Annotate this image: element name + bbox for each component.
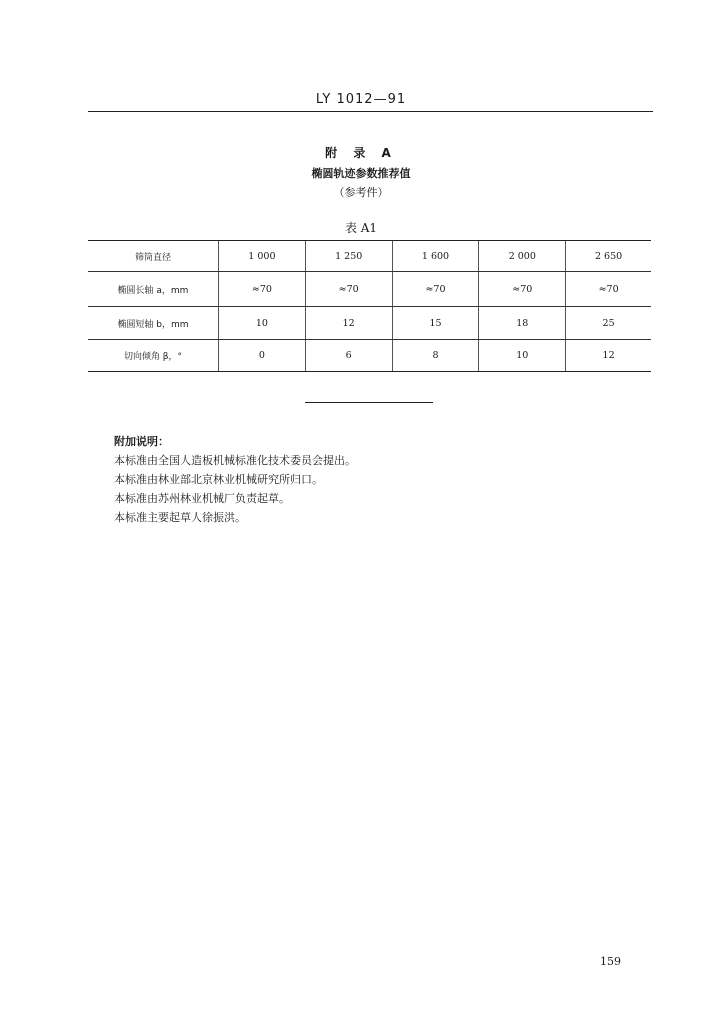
table-cell: 18 [479,307,566,340]
table-cell: 1 000 [219,241,306,272]
row-label: 筛筒直径 [88,241,219,272]
row-label: 椭圆长轴 a，mm [88,272,219,307]
table-cell: 2 000 [479,241,566,272]
additional-notes [114,432,594,527]
notes-line: 本标准主要起草人徐振洪。 [114,511,246,524]
appendix-subtitle: 椭圆轨迹参数推荐值 [311,167,411,180]
table-row [88,241,651,272]
table-row [88,340,651,372]
table-cell: ≈70 [305,272,392,307]
table-row [88,307,651,340]
table-cell: ≈70 [392,272,479,307]
notes-line: 本标准由苏州林业机械厂负责起草。 [114,492,290,505]
end-rule [305,402,433,403]
table-cell: 0 [219,340,306,372]
table-row [88,272,651,307]
table-cell: ≈70 [219,272,306,307]
table-cell: 6 [305,340,392,372]
table-cell: 10 [479,340,566,372]
notes-line: 本标准由全国人造板机械标准化技术委员会提出。 [114,454,356,467]
table-cell: 10 [219,307,306,340]
table-cell: ≈70 [479,272,566,307]
table-cell: 12 [566,340,651,372]
row-label: 切向倾角 β，° [88,340,219,372]
notes-heading: 附加说明： [114,435,169,448]
header-rule [88,111,653,112]
table-caption: 表 A1 [344,221,378,235]
standard-code: LY 1012—91 [315,92,407,107]
row-label: 椭圆短轴 b，mm [88,307,219,340]
table-cell: 15 [392,307,479,340]
table-cell: 1 250 [305,241,392,272]
table-cell: 12 [305,307,392,340]
table-cell: 8 [392,340,479,372]
appendix-title: 附 录 A [325,146,397,160]
table-cell: ≈70 [566,272,651,307]
page-number: 159 [600,955,621,968]
parameter-table [88,240,651,372]
notes-line: 本标准由林业部北京林业机械研究所归口。 [114,473,323,486]
table-cell: 2 650 [566,241,651,272]
table-cell: 25 [566,307,651,340]
table-cell: 1 600 [392,241,479,272]
appendix-note: （参考件） [333,186,389,199]
